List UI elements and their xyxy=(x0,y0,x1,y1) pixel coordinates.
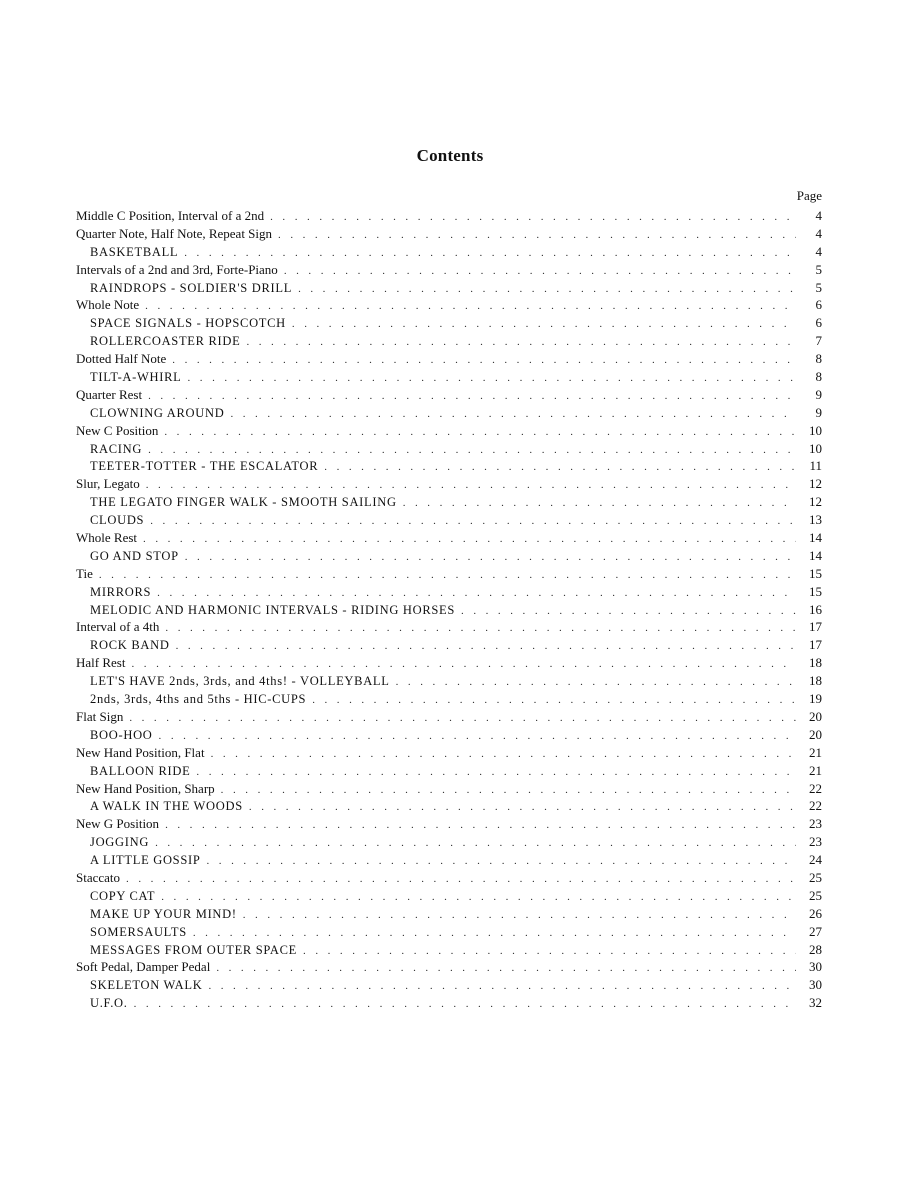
dot-leader xyxy=(211,746,796,764)
dot-leader xyxy=(284,263,796,281)
toc-entry-page-number: 15 xyxy=(809,565,822,581)
toc-entry-topic xyxy=(76,815,822,833)
toc-entry-page-number: 5 xyxy=(815,279,822,295)
toc-entry-piece xyxy=(76,636,822,654)
toc-entry-piece xyxy=(76,833,822,851)
dot-leader xyxy=(216,960,796,978)
dot-leader xyxy=(208,978,796,996)
toc-entry-page-number: 22 xyxy=(809,798,822,814)
toc-entry-page-number: 13 xyxy=(809,512,822,528)
toc-entry-label: Flat Sign xyxy=(76,708,124,724)
toc-entry-piece xyxy=(76,368,822,386)
toc-entry-label: RAINDROPS - SOLDIER'S DRILL xyxy=(90,280,293,295)
toc-entry-page-number: 8 xyxy=(815,369,822,385)
toc-entry-label: Middle C Position, Interval of a 2nd xyxy=(76,208,265,223)
toc-entry-page-number: 19 xyxy=(809,691,822,707)
toc-entry-piece xyxy=(76,994,822,1012)
dot-leader xyxy=(270,209,796,227)
toc-entry-page-number: 25 xyxy=(809,887,822,903)
toc-entry-label: A LITTLE GOSSIP xyxy=(90,853,201,868)
toc-entry-topic xyxy=(76,529,822,547)
toc-entry-piece xyxy=(76,511,822,529)
toc-entry-page-number: 23 xyxy=(809,834,822,850)
toc-entry-page-number: 6 xyxy=(815,297,822,313)
dot-leader xyxy=(129,710,796,728)
toc-entry-topic xyxy=(76,654,822,672)
dot-leader xyxy=(165,817,796,835)
page-column-label: Page xyxy=(796,188,822,203)
toc-entry-piece xyxy=(76,905,822,923)
dot-leader xyxy=(461,603,796,621)
dot-leader xyxy=(221,782,796,800)
toc-entry-page-number: 20 xyxy=(809,708,822,724)
toc-entry-topic xyxy=(76,744,822,762)
toc-entry-topic xyxy=(76,207,822,225)
toc-entry-topic xyxy=(76,780,822,798)
dot-leader xyxy=(230,406,796,424)
toc-entry-piece xyxy=(76,279,822,297)
dot-leader xyxy=(207,853,797,871)
toc-entry-page-number: 24 xyxy=(809,852,822,868)
dot-leader xyxy=(303,943,796,961)
toc-entry-topic xyxy=(76,869,822,887)
toc-entry-label: Intervals of a 2nd and 3rd, Forte-Piano xyxy=(76,261,278,277)
dot-leader xyxy=(148,442,796,460)
toc-entry-page-number: 18 xyxy=(809,655,822,671)
toc-entry-label: Whole Rest xyxy=(76,530,138,546)
toc-entry-page-number: 12 xyxy=(809,476,822,492)
toc-entry-piece xyxy=(76,923,822,941)
dot-leader xyxy=(143,531,796,549)
toc-entry-piece xyxy=(76,690,822,708)
dot-leader xyxy=(145,298,796,316)
toc-entry-label: THE LEGATO FINGER WALK - SMOOTH SAILING xyxy=(90,495,397,510)
toc-entry-page-number: 21 xyxy=(809,762,822,778)
toc-entry-piece xyxy=(76,457,822,475)
toc-entry-page-number: 5 xyxy=(815,261,822,277)
toc-entry-topic xyxy=(76,296,822,314)
dot-leader xyxy=(193,925,796,943)
toc-entry-piece xyxy=(76,314,822,332)
dot-leader xyxy=(164,424,796,442)
toc-entry-label: ROCK BAND xyxy=(90,638,170,653)
toc-entry-page-number: 28 xyxy=(809,941,822,957)
toc-entry-page-number: 25 xyxy=(809,869,822,885)
dot-leader xyxy=(292,316,796,334)
toc-entry-page-number: 8 xyxy=(815,351,822,367)
toc-entry-topic xyxy=(76,565,822,583)
toc-entry-page-number: 7 xyxy=(815,333,822,349)
toc-entry-piece xyxy=(76,941,822,959)
dot-leader xyxy=(165,620,796,638)
toc-entry-label: Staccato xyxy=(76,869,121,885)
toc-entry-page-number: 14 xyxy=(809,547,822,563)
toc-entry-label: TEETER-TOTTER - THE ESCALATOR xyxy=(90,459,319,474)
toc-entry-label: SKELETON WALK xyxy=(90,978,203,993)
toc-entry-piece xyxy=(76,797,822,815)
toc-entry-piece xyxy=(76,243,822,261)
dot-leader xyxy=(278,227,796,245)
toc-entry-page-number: 23 xyxy=(809,816,822,832)
toc-entry-page-number: 10 xyxy=(809,440,822,456)
toc-entry-label: BASKETBALL xyxy=(90,244,179,259)
dot-leader xyxy=(172,352,796,370)
toc-entry-label: New Hand Position, Sharp xyxy=(76,780,215,796)
toc-entry-page-number: 32 xyxy=(809,995,822,1011)
toc-entry-label: COPY CAT xyxy=(90,888,156,903)
toc-entry-page-number: 12 xyxy=(809,494,822,510)
toc-entry-page-number: 27 xyxy=(809,923,822,939)
toc-entry-page-number: 18 xyxy=(809,673,822,689)
toc-entry-label: Dotted Half Note xyxy=(76,351,167,367)
toc-entry-topic xyxy=(76,225,822,243)
toc-entry-page-number: 30 xyxy=(809,959,822,975)
toc-entry-label: LET'S HAVE 2nds, 3rds, and 4ths! - VOLLEYBALL xyxy=(90,674,390,689)
toc-entry-topic xyxy=(76,618,822,636)
toc-entry-page-number: 17 xyxy=(809,619,822,635)
toc-entry-topic xyxy=(76,958,822,976)
toc-entry-label: Tie xyxy=(76,565,93,581)
toc-entry-page-number: 15 xyxy=(809,583,822,599)
toc-entry-label: New C Position xyxy=(76,422,159,438)
toc-entry-piece xyxy=(76,493,822,511)
toc-entry-label: U.F.O. xyxy=(90,996,128,1011)
toc-entry-label: New Hand Position, Flat xyxy=(76,744,205,760)
dot-leader xyxy=(396,674,796,692)
dot-leader xyxy=(196,764,796,782)
toc-entry-label: 2nds, 3rds, 4ths and 5ths - HIC-CUPS xyxy=(90,692,307,707)
toc-entry-piece xyxy=(76,672,822,690)
dot-leader xyxy=(188,370,797,388)
toc-entry-page-number: 4 xyxy=(815,208,822,223)
dot-leader xyxy=(99,567,796,585)
toc-entry-topic xyxy=(76,261,822,279)
toc-entry-piece xyxy=(76,762,822,780)
toc-entry-piece xyxy=(76,601,822,619)
dot-leader xyxy=(403,495,796,513)
toc-entry-label: MESSAGES FROM OUTER SPACE xyxy=(90,942,298,957)
dot-leader xyxy=(246,334,796,352)
toc-entry-label: MAKE UP YOUR MIND! xyxy=(90,906,237,921)
dot-leader xyxy=(312,692,796,710)
dot-leader xyxy=(176,638,796,656)
toc-entry-label: CLOWNING AROUND xyxy=(90,405,225,420)
toc-entry-label: Soft Pedal, Damper Pedal xyxy=(76,959,211,975)
dot-leader xyxy=(131,656,796,674)
dot-leader xyxy=(249,799,796,817)
toc-entry-page-number: 9 xyxy=(815,404,822,420)
toc-entry-topic xyxy=(76,475,822,493)
dot-leader xyxy=(126,871,796,889)
dot-leader xyxy=(161,889,796,907)
toc-entry-label: New G Position xyxy=(76,816,160,832)
toc-entry-page-number: 4 xyxy=(815,225,822,241)
dot-leader xyxy=(185,549,796,567)
dot-leader xyxy=(157,585,796,603)
toc-entry-label: SOMERSAULTS xyxy=(90,924,187,939)
toc-entry-topic xyxy=(76,386,822,404)
toc-entry-topic xyxy=(76,708,822,726)
toc-entry-page-number: 10 xyxy=(809,422,822,438)
toc-entry-page-number: 16 xyxy=(809,601,822,617)
toc-entry-page-number: 9 xyxy=(815,386,822,402)
dot-leader xyxy=(146,477,796,495)
toc-entry-label: BALLOON RIDE xyxy=(90,763,191,778)
toc-entry-piece xyxy=(76,547,822,565)
toc-entry-page-number: 21 xyxy=(809,744,822,760)
toc-entry-piece xyxy=(76,440,822,458)
toc-entry-piece xyxy=(76,583,822,601)
toc-entry-piece xyxy=(76,726,822,744)
toc-entry-piece xyxy=(76,887,822,905)
toc-entry-topic xyxy=(76,422,822,440)
toc-entry-page-number: 11 xyxy=(809,458,822,474)
dot-leader xyxy=(155,835,796,853)
toc-entry-page-number: 14 xyxy=(809,530,822,546)
dot-leader xyxy=(324,459,796,477)
toc-entry-label: JOGGING xyxy=(90,835,150,850)
toc-entry-label: A WALK IN THE WOODS xyxy=(90,799,243,814)
toc-entry-piece xyxy=(76,851,822,869)
toc-entry-page-number: 22 xyxy=(809,780,822,796)
dot-leader xyxy=(159,728,796,746)
toc-entry-piece xyxy=(76,332,822,350)
toc-entry-label: Half Rest xyxy=(76,655,126,671)
toc-entry-piece xyxy=(76,404,822,422)
toc-entry-piece xyxy=(76,976,822,994)
dot-leader xyxy=(148,388,796,406)
toc-entry-label: RACING xyxy=(90,441,143,456)
toc-entry-label: MELODIC AND HARMONIC INTERVALS - RIDING HORSES xyxy=(90,602,456,617)
toc-entry-topic xyxy=(76,350,822,368)
toc-entry-page-number: 30 xyxy=(809,977,822,993)
dot-leader xyxy=(150,513,796,531)
dot-leader xyxy=(243,907,796,925)
toc-entry-label: TILT-A-WHIRL xyxy=(90,370,182,385)
dot-leader xyxy=(134,996,796,1014)
toc-entry-label: MIRRORS xyxy=(90,584,152,599)
toc-entry-label: CLOUDS xyxy=(90,513,145,528)
toc-entry-label: Whole Note xyxy=(76,297,140,313)
toc-entry-label: ROLLERCOASTER RIDE xyxy=(90,334,241,349)
toc-entry-label: Interval of a 4th xyxy=(76,619,160,635)
toc-entry-label: Quarter Rest xyxy=(76,386,143,402)
toc-entry-label: GO AND STOP xyxy=(90,548,179,563)
toc-entry-page-number: 4 xyxy=(815,243,822,259)
toc-entry-label: Quarter Note, Half Note, Repeat Sign xyxy=(76,225,273,241)
toc-entry-label: BOO-HOO xyxy=(90,727,153,742)
toc-entry-label: SPACE SIGNALS - HOPSCOTCH xyxy=(90,316,286,331)
toc-entry-page-number: 26 xyxy=(809,905,822,921)
toc-entry-page-number: 17 xyxy=(809,637,822,653)
table-of-contents xyxy=(76,207,822,1012)
dot-leader xyxy=(298,281,796,299)
toc-entry-label: Slur, Legato xyxy=(76,476,140,492)
toc-entry-page-number: 6 xyxy=(815,315,822,331)
toc-entry-page-number: 20 xyxy=(809,726,822,742)
page-title: Contents xyxy=(416,146,484,165)
